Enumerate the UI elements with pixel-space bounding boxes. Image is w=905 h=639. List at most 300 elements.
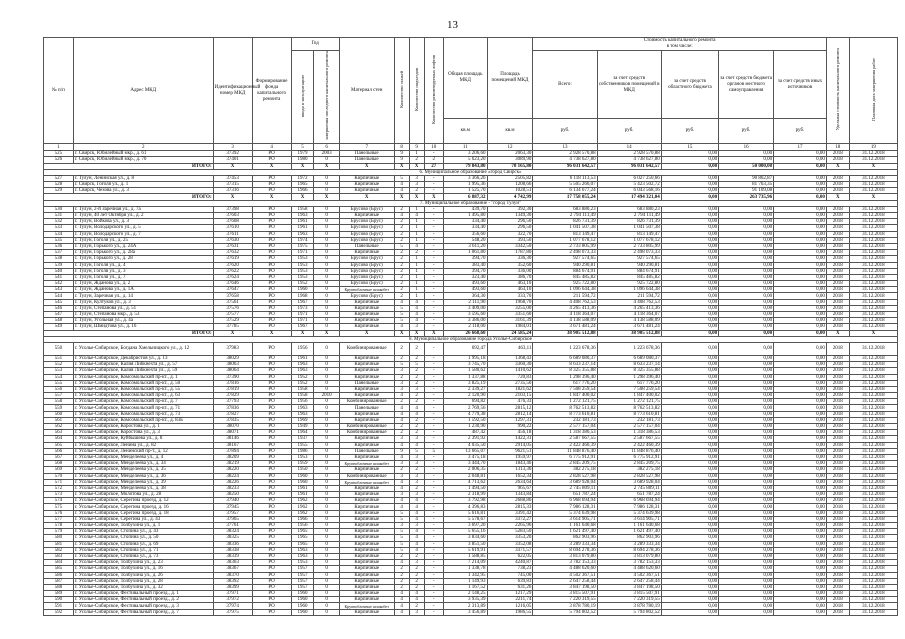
table-cell: 31.12.2018 xyxy=(849,393,897,399)
table-cell: 0,00 xyxy=(661,386,718,392)
table-cell: 1 xyxy=(409,151,424,157)
table-cell: - xyxy=(424,572,443,578)
table-cell: 1028,51 xyxy=(487,188,533,194)
table-cell: 3 xyxy=(409,324,424,330)
table-cell: 5 623,20 xyxy=(444,157,488,163)
table-cell: 0 xyxy=(314,225,339,231)
table-cell: 0,00 xyxy=(661,498,718,504)
table-cell: 0 xyxy=(314,473,339,479)
table-cell: 3 366,26 xyxy=(444,175,488,181)
table-cell: 3 xyxy=(394,368,409,374)
table-cell: 542 xyxy=(44,281,74,287)
table-cell: 1343,84 xyxy=(487,492,533,498)
table-cell: г. Усолье-Сибирское, Декабристов ул., д. 13 xyxy=(73,355,213,361)
table-cell: Кирпичные xyxy=(339,597,394,603)
table-cell: г. Усолье-Сибирское, Фестивальный проезд., д. 2 xyxy=(73,597,213,603)
table-cell: 487,42 xyxy=(444,430,488,436)
table-cell: 550 xyxy=(44,342,74,355)
table-cell: 2018 xyxy=(826,324,849,330)
table-cell: РО xyxy=(252,473,291,479)
table-cell: 2 xyxy=(394,293,409,299)
table-cell: 553 xyxy=(44,368,74,374)
table-cell: Кирпичные xyxy=(339,492,394,498)
table-cell: 0 xyxy=(314,479,339,485)
table-cell: 476,33 xyxy=(487,399,533,405)
table-cell: 7 220 319,55 xyxy=(533,597,597,603)
table-cell: 0 xyxy=(314,355,339,361)
table-cell: Кирпичные xyxy=(339,591,394,597)
table-cell: 2 006,35 xyxy=(444,467,488,473)
table-cell: 525 xyxy=(44,151,74,157)
table-cell: 1 096 644,38 xyxy=(597,287,661,293)
table-cell: - xyxy=(424,219,443,225)
table-cell: 2 xyxy=(394,250,409,256)
table-cell: г. Тулун, Степанова ул., д. 51 xyxy=(73,305,213,311)
table-cell: 4 xyxy=(409,312,424,318)
table-cell: 1 061,80 xyxy=(444,250,488,256)
table-cell: 1 077 678,12 xyxy=(597,237,661,243)
table-cell: 651 787,24 xyxy=(597,492,661,498)
table-cell: 37793 xyxy=(213,399,252,405)
table-cell: 392,30 xyxy=(487,206,533,212)
table-cell: 5 xyxy=(394,510,409,516)
table-cell: 2 xyxy=(409,584,424,590)
table-cell: 31.12.2018 xyxy=(849,430,897,436)
table-cell: - xyxy=(424,386,443,392)
table-cell: г. Усолье-Сибирское, Серегина ул., д. 43 xyxy=(73,516,213,522)
table-cell: г. Усолье-Сибирское, Толбухина ул., д. 23 xyxy=(73,560,213,566)
table-cell: 1 494,50 xyxy=(444,485,488,491)
table-cell: Панельные xyxy=(339,157,394,163)
table-cell: 6 689 080,37 xyxy=(597,355,661,361)
table-cell: 3 xyxy=(394,386,409,392)
table-row xyxy=(44,380,898,386)
table-cell: 0,00 xyxy=(774,566,827,572)
table-cell: 1952 xyxy=(291,380,314,386)
table-cell: г. Усолье-Сибирское, Богдана Хмельницкого ул., д. 12 xyxy=(73,342,213,355)
table-cell: Брусово (Брус) xyxy=(339,225,394,231)
table-cell: 622,05 xyxy=(487,553,533,559)
table-cell: 31.12.2018 xyxy=(849,454,897,460)
table-cell: 2 xyxy=(394,572,409,578)
table-cell: 0,00 xyxy=(774,454,827,460)
table-cell: г. Тулун, Войкова ул., д. 3 xyxy=(73,219,213,225)
table-cell: 1 995,18 xyxy=(444,355,488,361)
table-cell: РО xyxy=(252,374,291,380)
table-cell: 38363 xyxy=(213,560,252,566)
table-cell: 940 290,81 xyxy=(533,262,597,268)
table-cell: г. Свирск, Гоголя ул., д. 1 xyxy=(73,182,213,188)
table-cell: 3 456,89 xyxy=(444,609,488,615)
table-cell: 0,00 xyxy=(661,213,718,219)
table-cell: г. Усолье-Сибирское, Серегина проезд, д. 18 xyxy=(73,510,213,516)
table-cell: РО xyxy=(252,417,291,423)
table-cell: 2018 xyxy=(826,206,849,212)
table-cell: 2 xyxy=(409,417,424,423)
table-cell: г. Тулун, Горького ул., д. 24А xyxy=(73,243,213,249)
table-cell: 0,00 xyxy=(774,411,827,417)
table-cell: 3 834,60 xyxy=(444,535,488,541)
table-cell: 81 763,35 xyxy=(719,182,774,188)
table-cell: 884 674,91 xyxy=(533,268,597,274)
table-cell: 549 xyxy=(44,324,74,330)
table-cell: 31.12.2018 xyxy=(849,448,897,454)
table-cell: 0 xyxy=(314,411,339,417)
table-cell: 4 xyxy=(409,547,424,553)
table-cell: 31.12.2018 xyxy=(849,485,897,491)
table-cell: 3 xyxy=(409,479,424,485)
table-cell: 0,00 xyxy=(774,399,827,405)
table-cell: РО xyxy=(252,609,291,615)
table-cell: 0,00 xyxy=(774,206,827,212)
table-cell: Кирпичные xyxy=(339,560,394,566)
table-cell: Брусово (Брус) xyxy=(339,281,394,287)
table-cell: 5 xyxy=(394,547,409,553)
table-cell: 0 xyxy=(314,250,339,256)
table-cell: 1971 xyxy=(291,312,314,318)
table-cell: - xyxy=(424,324,443,330)
table-cell: 13 665,07 xyxy=(444,448,488,454)
total-cell: 50 000,00 xyxy=(719,163,774,169)
table-cell: 4 xyxy=(409,213,424,219)
table-cell: 3 782 153,33 xyxy=(533,560,597,566)
table-cell: 2 828 527,98 xyxy=(533,473,597,479)
table-cell: 38325 xyxy=(213,535,252,541)
table-cell: 0,00 xyxy=(719,312,774,318)
table-cell: 2 xyxy=(394,274,409,280)
table-cell: Кирпичные xyxy=(339,188,394,194)
table-cell: 1 xyxy=(409,237,424,243)
table-cell: РО xyxy=(252,448,291,454)
table-cell: 5 578,67 xyxy=(444,516,488,522)
table-cell: 38336 xyxy=(213,541,252,547)
table-cell: 37316 xyxy=(213,188,252,194)
table-cell: 0,00 xyxy=(661,374,718,380)
table-cell: 37972 xyxy=(213,597,252,603)
column-number: 12 xyxy=(487,144,533,151)
table-cell: 1 xyxy=(409,219,424,225)
table-cell: 531 xyxy=(44,213,74,219)
table-cell: 1 167,52 xyxy=(444,584,488,590)
table-cell: 0,00 xyxy=(719,504,774,510)
table-cell: 2 xyxy=(394,219,409,225)
table-cell: 590 xyxy=(44,597,74,603)
table-cell: РО xyxy=(252,591,291,597)
table-cell: 0 xyxy=(314,553,339,559)
table-cell: - xyxy=(424,454,443,460)
table-cell: 493,60 xyxy=(444,281,488,287)
table-cell: 0,00 xyxy=(774,430,827,436)
table-cell: 38399 xyxy=(213,584,252,590)
column-number: 18 xyxy=(826,144,849,151)
table-cell: - xyxy=(424,225,443,231)
table-cell: 534 xyxy=(44,231,74,237)
table-cell: 31.12.2018 xyxy=(849,324,897,330)
table-cell: 0,00 xyxy=(774,299,827,305)
table-cell: 539 xyxy=(44,262,74,268)
table-cell: Кирпичные xyxy=(339,374,394,380)
table-cell: 31.12.2018 xyxy=(849,175,897,181)
header-unit-rub-owners: руб. xyxy=(597,119,661,144)
table-cell: 0,00 xyxy=(774,231,827,237)
table-cell: 5 xyxy=(394,243,409,249)
table-cell: 336,30 xyxy=(487,256,533,262)
column-number: 15 xyxy=(661,144,718,151)
table-cell: 0,00 xyxy=(719,231,774,237)
table-cell: 2 111,90 xyxy=(444,299,488,305)
table-cell: 3 xyxy=(409,609,424,615)
table-cell: 2914,05 xyxy=(487,442,533,448)
table-cell: 0,00 xyxy=(719,342,774,355)
table-cell: - xyxy=(424,281,443,287)
table-cell: РО xyxy=(252,237,291,243)
table-cell: 2018 xyxy=(826,411,849,417)
table-row xyxy=(44,342,898,355)
table-cell: 1959 xyxy=(291,461,314,467)
table-cell: РО xyxy=(252,560,291,566)
table-cell: 582 xyxy=(44,547,74,553)
table-cell: Крупноблочные шлакобет xyxy=(339,287,394,293)
total-cell: 27 xyxy=(424,163,443,169)
table-cell: 296,50 xyxy=(487,225,533,231)
table-cell: 1963 xyxy=(291,362,314,368)
table-cell: 4 xyxy=(409,541,424,547)
table-cell: г. Тулун, Володарского ул., д. 5 xyxy=(73,225,213,231)
table-cell: 3 xyxy=(409,182,424,188)
table-cell: 4 xyxy=(394,417,409,423)
table-cell: г. Тулун, Угольная ул., д. 4а xyxy=(73,318,213,324)
table-cell: 1217,29 xyxy=(487,591,533,597)
table-cell: 37975 xyxy=(213,609,252,615)
table-cell: 1821,62 xyxy=(487,386,533,392)
table-cell: 0,00 xyxy=(661,523,718,529)
table-cell: 2018 xyxy=(826,393,849,399)
table-cell: 813 149,47 xyxy=(533,231,597,237)
column-number: 19 xyxy=(849,144,897,151)
table-cell: - xyxy=(424,504,443,510)
table-cell: Брусово (Брус) xyxy=(339,268,394,274)
table-cell: РО xyxy=(252,578,291,584)
table-cell: 463,11 xyxy=(487,342,533,355)
table-cell: - xyxy=(424,287,443,293)
table-cell: Брусово (Брус) xyxy=(339,256,394,262)
table-row xyxy=(44,417,898,423)
table-cell: 541 xyxy=(44,274,74,280)
table-cell: 1349,30 xyxy=(487,213,533,219)
table-cell: 8 773 610,81 xyxy=(533,411,597,417)
table-cell: 3 386,00 xyxy=(444,318,488,324)
table-cell: 2 xyxy=(394,256,409,262)
table-cell: 990,22 xyxy=(487,424,533,430)
table-cell: РО xyxy=(252,243,291,249)
table-cell: Кирпичные xyxy=(339,523,394,529)
table-cell: 1960 xyxy=(291,473,314,479)
table-row xyxy=(44,609,898,615)
table-cell: 1937 xyxy=(291,436,314,442)
table-cell: 586 xyxy=(44,572,74,578)
table-cell: 0,00 xyxy=(774,188,827,194)
table-cell: 1959,97 xyxy=(487,454,533,460)
table-cell: РО xyxy=(252,399,291,405)
total-cell: X xyxy=(252,163,291,169)
table-cell: 0 xyxy=(314,461,339,467)
page-number: 13 xyxy=(447,19,458,31)
table-cell: 0,00 xyxy=(774,250,827,256)
table-cell: 2 xyxy=(394,281,409,287)
table-cell: РО xyxy=(252,523,291,529)
table-cell: Комбинированные xyxy=(339,473,394,479)
table-cell: 0,00 xyxy=(661,547,718,553)
table-cell: 2018 xyxy=(826,182,849,188)
table-cell: 2018 xyxy=(826,374,849,380)
table-cell: г. Свирск, Юбилейный мкр., д. 70 xyxy=(73,157,213,163)
table-cell: 0,00 xyxy=(661,312,718,318)
table-cell: 2018 xyxy=(826,188,849,194)
table-cell: 0 xyxy=(314,597,339,603)
table-cell: 845 485,82 xyxy=(597,274,661,280)
table-cell: 0,00 xyxy=(719,213,774,219)
table-cell: 573 xyxy=(44,492,74,498)
table-cell: 323,40 xyxy=(444,274,488,280)
table-cell: 0,00 xyxy=(719,237,774,243)
table-cell: 4 118 364,07 xyxy=(597,312,661,318)
table-cell: 3 xyxy=(409,436,424,442)
total-cell: X xyxy=(291,163,314,169)
table-cell: 1 318 386,53 xyxy=(597,430,661,436)
table-cell: 37761 xyxy=(213,523,252,529)
table-cell: 4 xyxy=(394,405,409,411)
table-cell: 2 xyxy=(409,553,424,559)
table-cell: 1 847 400,02 xyxy=(597,393,661,399)
table-cell: 2 769,56 xyxy=(444,405,488,411)
table-cell: 558 xyxy=(44,399,74,405)
table-cell: 4 xyxy=(409,498,424,504)
table-cell: 2 118,00 xyxy=(444,324,488,330)
total-cell: 38 905 512,88 xyxy=(533,330,597,336)
table-cell: 4 xyxy=(394,603,409,609)
table-cell: 738,23 xyxy=(487,566,533,572)
header-unit-rub-other: руб. xyxy=(774,119,827,144)
table-cell: - xyxy=(424,516,443,522)
table-cell: 37647 xyxy=(213,287,252,293)
table-cell: 37611 xyxy=(213,231,252,237)
table-cell: РО xyxy=(252,318,291,324)
table-cell: 0 xyxy=(314,268,339,274)
table-cell: 0,00 xyxy=(774,268,827,274)
total-cell: 79 843,80 xyxy=(444,163,488,169)
table-cell: 0,00 xyxy=(719,535,774,541)
table-cell: 0,00 xyxy=(661,324,718,330)
table-cell: 1952 xyxy=(291,374,314,380)
table-cell: Брусово (Брус) xyxy=(339,219,394,225)
table-cell: 4 138 588,09 xyxy=(533,318,597,324)
table-cell: РО xyxy=(252,405,291,411)
table-cell: 0,00 xyxy=(661,151,718,157)
table-cell: 0,00 xyxy=(661,287,718,293)
column-number: 16 xyxy=(719,144,774,151)
table-cell: г. Усолье-Сибирское, Стопина ул., д. 50 xyxy=(73,535,213,541)
table-cell: 8 762 513,82 xyxy=(597,405,661,411)
table-cell: 0,00 xyxy=(774,485,827,491)
table-cell: 37392 xyxy=(213,151,252,157)
total-cell: X xyxy=(424,194,443,200)
header-unit-rub-local: руб. xyxy=(719,119,774,144)
table-cell: 2 xyxy=(409,566,424,572)
table-cell: 0,00 xyxy=(661,467,718,473)
table-cell: 2018 xyxy=(826,436,849,442)
table-cell: 2 xyxy=(409,572,424,578)
total-cell: X xyxy=(409,330,424,336)
table-cell: РО xyxy=(252,175,291,181)
table-cell: 38071 xyxy=(213,430,252,436)
table-cell: 0 xyxy=(314,467,339,473)
table-cell: 1422,31 xyxy=(487,436,533,442)
header-dwelling-area: Площадь помещений МКД xyxy=(487,38,533,119)
municipality-title: 6. Муниципальное образование «город Свирск» xyxy=(44,169,898,175)
table-cell: - xyxy=(424,243,443,249)
table-cell: 2018 xyxy=(826,362,849,368)
table-cell: 0,00 xyxy=(661,597,718,603)
table-cell: - xyxy=(424,250,443,256)
table-cell: г. Усолье-Сибирское, Серегина проезд, д. 16 xyxy=(73,504,213,510)
total-cell: X xyxy=(314,194,339,200)
table-cell: 0,00 xyxy=(661,268,718,274)
table-cell: 2018 xyxy=(826,547,849,553)
column-number: 6 xyxy=(314,144,339,151)
table-cell: г. Усолье-Сибирское, Калия Либкнехта ул., д. 59 xyxy=(73,368,213,374)
table-cell: 0,00 xyxy=(719,553,774,559)
table-cell: РО xyxy=(252,281,291,287)
table-cell: 0,00 xyxy=(719,541,774,547)
table-cell: 37827 xyxy=(213,411,252,417)
table-cell: РО xyxy=(252,541,291,547)
table-cell: 2 xyxy=(409,424,424,430)
table-cell: 1 xyxy=(409,206,424,212)
table-cell: 554 xyxy=(44,374,74,380)
table-cell: 31.12.2018 xyxy=(849,206,897,212)
table-cell: 5 794 802,52 xyxy=(597,609,661,615)
total-cell: X xyxy=(339,194,394,200)
table-cell: РО xyxy=(252,393,291,399)
table-cell: 0 xyxy=(314,256,339,262)
municipality-title: 8. Муниципальное образование города Усолье-Сибирское xyxy=(44,336,898,342)
table-cell: 37561 xyxy=(213,299,252,305)
table-cell: РО xyxy=(252,430,291,436)
table-cell: 0,00 xyxy=(774,436,827,442)
table-cell: 0,00 xyxy=(774,473,827,479)
table-cell: РО xyxy=(252,206,291,212)
header-total-area: Общая площадь МКД xyxy=(444,38,488,119)
table-cell: 0,00 xyxy=(661,510,718,516)
table-cell: 4 xyxy=(394,324,409,330)
table-cell: 0,00 xyxy=(661,442,718,448)
table-cell: 0,00 xyxy=(719,547,774,553)
table-cell: г. Усолье-Сибирское, Комсомольский пр-кт., д. 83Б xyxy=(73,417,213,423)
table-cell: 2 xyxy=(409,380,424,386)
table-cell: 0,00 xyxy=(774,368,827,374)
table-cell: 9 xyxy=(394,151,409,157)
table-cell: 31.12.2018 xyxy=(849,305,897,311)
table-cell: 0 xyxy=(314,609,339,615)
total-cell: X xyxy=(339,330,394,336)
table-cell: 0,00 xyxy=(774,157,827,163)
table-cell: Кирпичные xyxy=(339,312,394,318)
table-cell: 0 xyxy=(314,213,339,219)
table-cell: 0,00 xyxy=(774,281,827,287)
total-cell: 0,00 xyxy=(661,330,718,336)
table-cell: 4 xyxy=(394,454,409,460)
table-cell: 0,00 xyxy=(719,485,774,491)
